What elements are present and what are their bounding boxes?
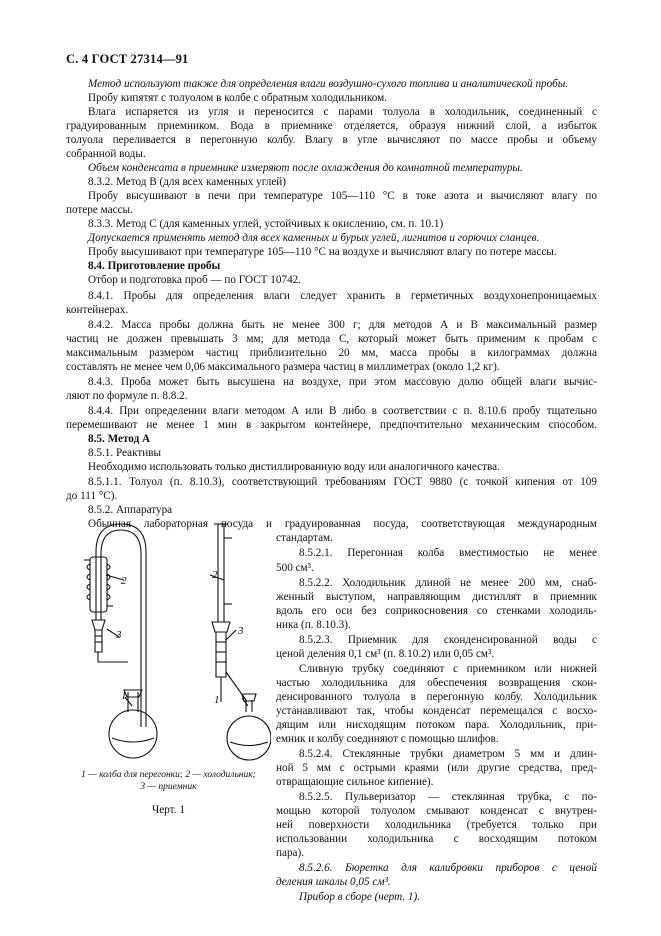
text-line: 8.5.2.2. Холодильник длиной не менее 200 мм, снаб- [299,577,597,589]
text-line: устанавливают так, чтобы конденсат перемещался с восхо- [276,705,597,717]
text-line: 8.4.2. Масса пробы должна быть не менее 300 г; для методов А и В максимальный размер [88,319,597,331]
text-line: 8.5.2.4. Стеклянные трубки диаметром 5 мм и длин- [299,748,597,760]
text-line: 8.5.2.3. Приемник для сконденсированной воды с [299,634,597,646]
text-line: Необходимо использовать только дистиллированную воду или аналогичного качества. [88,461,500,473]
label-receiver-right: 3 [238,625,244,637]
text-line: толуола переливается в перегонную колбу. Влагу в угле вычисляют по массе пробы и объему [66,134,597,146]
text-line: 8.4.1. Пробы для определения влаги следует хранить в герметичных воздухонепроницаемых [88,290,597,302]
text-line: емник и колбу соединяют с помощью шлифов. [276,733,499,745]
right-apparatus [212,524,271,760]
label-flask-right: 1 [214,694,220,706]
label-flask-left: 1 [121,690,127,702]
text-line: 8.5.1.1. Толуол (п. 8.10.3), соответствующий требованиям ГОСТ 9880 (с точкой кипения от 109 [88,476,597,488]
text-line: стандартам. [276,532,333,544]
text-line: Пробу высушивают в печи при температуре 105—110 °С в токе азота и вычисляют влагу по [88,190,597,202]
text-line: 8.5.2.6. Бюретка для калибровки приборов с ценой [299,862,597,874]
text-line: пара). [276,847,305,859]
text-line: 8.4.4. При определении влаги методом А или В либо в соответствии с п. 8.10.6 пробу тщательно [88,405,597,417]
text-line: Пробу кипятят с толуолом в колбе с обратным холодильником. [88,92,387,104]
figure-caption-line1: 1 — колба для перегонки; 2 — холодильник; [81,770,256,780]
text-line: собранной воды. [66,148,146,160]
text-line: 8.5.2.5. Пульверизатор — стеклянная трубка, с по- [299,791,597,803]
page-header: С. 4 ГОСТ 27314—91 [66,52,189,66]
text-line: максимальным размером частиц приблизительно 20 мм, масса пробы в килограммах должна [66,347,597,359]
text-line: Влага испаряется из угля и переносится с парами толуола в холодильник, соединенный с [88,106,597,118]
text-line: деления шкалы 0,05 см³. [276,876,391,888]
section-heading: 8.3.3. Метод С (для каменных углей, устойчивых к окислению, см. п. 10.1) [88,218,444,230]
text-line: денсированного толуола в перегонную колбу. Холодильник [276,691,597,703]
text-line: ника (п. 8.10.3). [276,619,351,631]
text-line: 500 см³. [276,562,314,574]
text-line: потере массы. [66,204,133,216]
text-line: Допускается применять метод для всех каменных и бурых углей, лигнитов и горючих сланцев. [88,232,540,244]
text-line: ней поверхности холодильника (требуется только при [276,819,597,831]
text-line: 8.5.2. Аппаратура [88,504,173,516]
label-cooler-left: 2 [121,575,127,587]
text-line: 8.5.2.1. Перегонная колба вместимостью не менее [299,547,597,559]
label-receiver-left: 3 [116,629,122,641]
text-line: женный выступом, направляющим дистиллят в приемник [276,591,597,603]
text-line: вдоль его оси без соприкосновения со стенками холодиль- [276,605,597,617]
text-line: Прибор в сборе (черт. 1). [299,891,421,903]
text-line: градуированным приемником. Вода в приемнике отделяется, образуя нижний слой, а избыток [66,120,597,132]
text-line: отвращающие сильное кипение). [276,776,434,788]
text-line: составлять не менее чем 0,06 максимального размера частиц в миллиметрах (около 1,2 кг). [66,361,500,373]
section-heading: 8.4. Приготовление пробы [88,260,221,272]
text-line: Сливную трубку соединяют с приемником или нижней [299,663,597,675]
figure-title: Черт. 1 [152,804,185,816]
text-line: ценой деления 0,1 см³ (п. 8.10.2) или 0,05 см³. [276,648,495,660]
figure-caption-line2: 3 — приемник [140,782,197,792]
section-heading: 8.5. Метод А [88,433,151,445]
figure-caption [66,769,271,793]
text-line: 8.4.3. Проба может быть высушена на воздухе, при этом массовую долю общей влаги вычис- [88,376,597,388]
text-line: 8.5.1. Реактивы [88,447,162,459]
text-line: Объем конденсата в приемнике измеряют после охлаждения до комнатной температуры. [88,162,523,174]
text-line: Обычная лабораторная посуда и градуированная посуда, соответствующая международным [88,518,597,530]
text-line: мощью которой толуолом смывают конденсат с внутрен- [276,805,597,817]
text-line: контейнерах. [66,304,129,316]
text-line: частиц не должен превышать 3 мм; для метода С, который может быть применим к пробам с [66,333,597,345]
section-heading: 8.3.2. Метод В (для всех каменных углей) [88,176,286,188]
text-line: до 111 °С). [66,490,118,502]
text-line: ляют по формуле п. 8.8.2. [66,390,188,402]
text-line: ной 5 мм с острыми краями (или другие средства, пред- [276,762,597,774]
left-apparatus [84,524,157,758]
text-line: Отбор и подготовка проб — по ГОСТ 10742. [88,274,302,286]
text-line: перемешивают не менее 1 мин в закрытом контейнере, предпочтительно механическим способом. [66,419,597,431]
text-line: Метод используют также для определения влаги воздушно-сухого топлива и аналитической пробы. [88,78,569,90]
text-line: Пробу высушивают при температуре 105—110 °С на воздухе и вычисляют влагу по потере массы. [88,246,557,258]
text-line: использовании холодильника с восходящим потоком [276,833,597,845]
label-cooler-right: 2 [212,569,218,581]
text-line: частью холодильника для обеспечения возвращения скон- [276,677,597,689]
text-line: дящим или нисходящим потоком пара. Холодильник, при- [276,719,597,731]
